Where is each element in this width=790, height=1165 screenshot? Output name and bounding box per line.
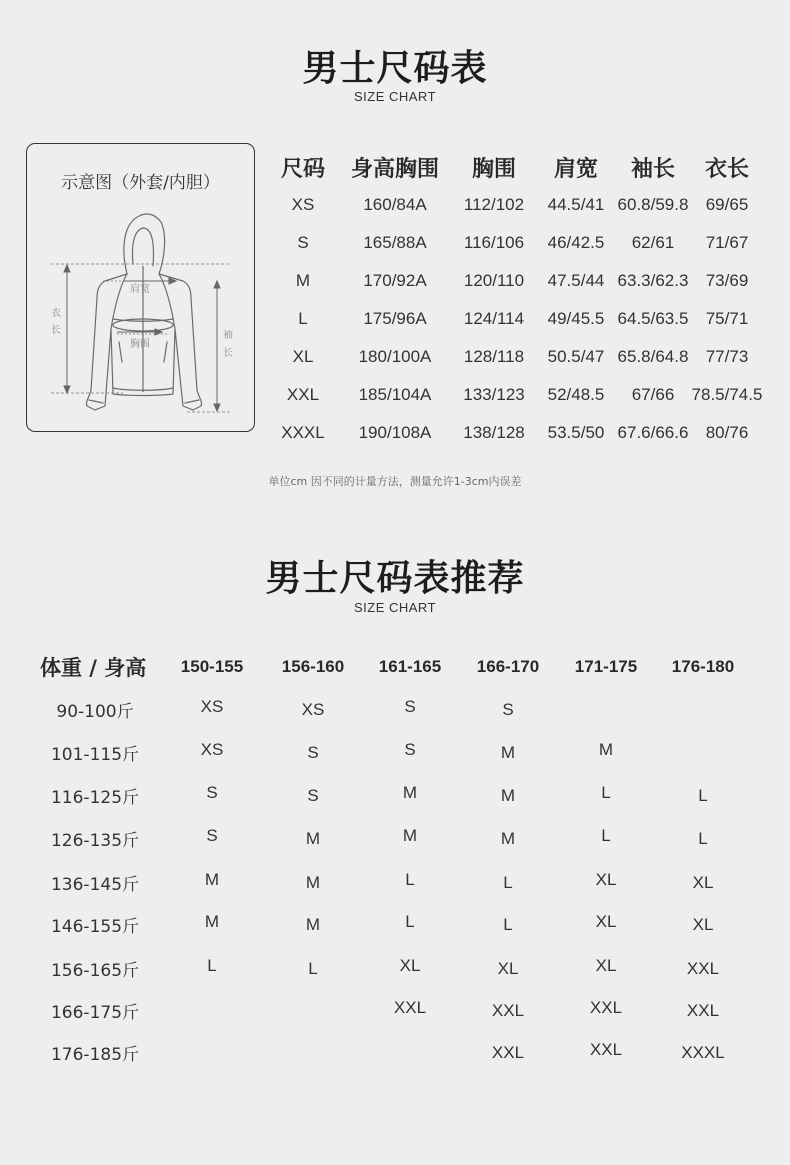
table-cell: 170/92A <box>363 271 427 290</box>
recommended-size-cell: L <box>308 959 318 978</box>
table-header: 衣长 <box>704 157 750 182</box>
table-cell: 120/110 <box>463 271 525 290</box>
recommended-size-cell: M <box>500 829 516 848</box>
weight-height-header: 体重 / 身高 <box>40 656 147 680</box>
weight-range-label: 176-185斤 <box>50 1045 140 1065</box>
table-cell: 77/73 <box>705 347 749 366</box>
recommended-size-cell: M <box>500 743 516 762</box>
size-chart-title: 男士尺码表 <box>302 48 488 89</box>
recommended-size-cell: S <box>404 697 416 716</box>
weight-range-label: 116-125斤 <box>50 788 140 808</box>
recommended-size-cell: S <box>206 783 218 802</box>
recommended-size-cell: XXL <box>491 1043 525 1062</box>
table-cell: 116/106 <box>463 233 525 252</box>
recommended-size-cell: M <box>305 873 321 892</box>
recommended-size-cell: L <box>405 870 415 889</box>
table-cell: 73/69 <box>705 271 749 290</box>
size-recommendation-subtitle: SIZE CHART <box>353 600 437 615</box>
chest-label: 胸围 <box>130 339 150 350</box>
table-cell: 62/61 <box>631 233 675 252</box>
recommended-size-cell: XS <box>200 697 224 716</box>
table-cell: M <box>295 271 311 290</box>
table-cell: 64.5/63.5 <box>617 309 689 328</box>
weight-range-label: 146-155斤 <box>50 917 140 937</box>
size-recommendation-title: 男士尺码表推荐 <box>265 558 525 599</box>
recommended-size-cell: L <box>601 826 611 845</box>
recommended-size-cell: XXL <box>491 1001 525 1020</box>
recommended-size-cell: M <box>402 826 418 845</box>
recommended-size-cell: M <box>500 786 516 805</box>
recommended-size-cell: XL <box>399 956 421 975</box>
weight-range-label: 166-175斤 <box>50 1003 140 1023</box>
table-cell: 165/88A <box>363 233 427 252</box>
recommended-size-cell: XXXL <box>681 1043 725 1062</box>
table-cell: 133/123 <box>463 385 525 404</box>
height-range-header: 150-155 <box>180 657 244 676</box>
table-cell: 160/84A <box>363 195 427 214</box>
recommended-size-cell: XXL <box>589 1040 623 1059</box>
weight-range-label: 101-115斤 <box>50 745 140 765</box>
table-cell: 67.6/66.6 <box>617 423 689 442</box>
table-cell: 67/66 <box>631 385 675 404</box>
height-range-header: 171-175 <box>574 657 638 676</box>
table-cell: 80/76 <box>705 423 749 442</box>
height-range-header: 156-160 <box>281 657 345 676</box>
recommended-size-cell: L <box>503 873 513 892</box>
table-cell: XXL <box>286 385 320 404</box>
recommended-size-cell: XL <box>595 956 617 975</box>
recommended-size-cell: M <box>598 740 614 759</box>
sleeve-label-1: 袖 <box>223 330 233 341</box>
weight-range-label: 136-145斤 <box>50 875 140 895</box>
table-cell: 124/114 <box>463 309 525 328</box>
recommended-size-cell: XL <box>497 959 519 978</box>
table-cell: 52/48.5 <box>547 385 605 404</box>
table-cell: 128/118 <box>463 347 525 366</box>
recommended-size-cell: XL <box>595 870 617 889</box>
table-cell: 60.8/59.8 <box>617 195 689 214</box>
table-cell: 75/71 <box>705 309 749 328</box>
recommended-size-cell: XL <box>692 915 714 934</box>
table-cell: 65.8/64.8 <box>617 347 689 366</box>
recommended-size-cell: S <box>307 743 319 762</box>
length-label-2: 长 <box>51 325 61 336</box>
recommended-size-cell: L <box>207 956 217 975</box>
recommended-size-cell: XL <box>692 873 714 892</box>
recommended-size-cell: L <box>601 783 611 802</box>
recommended-size-cell: L <box>503 915 513 934</box>
weight-range-label: 126-135斤 <box>50 831 140 851</box>
recommended-size-cell: M <box>402 783 418 802</box>
measurement-note: 单位cm 因不同的计量方法，测量允许1-3cm内误差 <box>268 475 522 488</box>
sleeve-label-2: 长 <box>223 348 233 359</box>
table-header: 肩宽 <box>553 157 599 182</box>
table-cell: 71/67 <box>705 233 749 252</box>
table-cell: 78.5/74.5 <box>691 385 763 404</box>
recommended-size-cell: S <box>307 786 319 805</box>
recommended-size-cell: S <box>206 826 218 845</box>
recommended-size-cell: XXL <box>686 959 720 978</box>
recommended-size-cell: XXL <box>393 998 427 1017</box>
table-cell: 53.5/50 <box>547 423 605 442</box>
table-cell: 46/42.5 <box>547 233 605 252</box>
table-cell: S <box>297 233 309 252</box>
table-cell: L <box>298 309 308 328</box>
table-cell: 190/108A <box>358 423 432 442</box>
table-cell: XS <box>291 195 315 214</box>
recommended-size-cell: L <box>698 786 708 805</box>
recommended-size-cell: XXL <box>686 1001 720 1020</box>
shoulder-label: 肩宽 <box>130 284 150 295</box>
recommended-size-cell: L <box>698 829 708 848</box>
recommended-size-cell: S <box>502 700 514 719</box>
recommended-size-cell: S <box>404 740 416 759</box>
weight-range-label: 156-165斤 <box>50 961 140 981</box>
table-header: 袖长 <box>630 157 676 182</box>
table-cell: 49/45.5 <box>547 309 605 328</box>
height-range-header: 161-165 <box>378 657 442 676</box>
table-cell: 180/100A <box>358 347 432 366</box>
recommended-size-cell: M <box>305 829 321 848</box>
table-cell: 138/128 <box>463 423 525 442</box>
table-cell: 185/104A <box>358 385 432 404</box>
recommended-size-cell: M <box>305 915 321 934</box>
recommended-size-cell: XS <box>301 700 325 719</box>
table-header: 胸围 <box>471 157 517 182</box>
recommended-size-cell: XS <box>200 740 224 759</box>
recommended-size-cell: XXL <box>589 998 623 1017</box>
table-header: 尺码 <box>280 157 326 182</box>
table-cell: 50.5/47 <box>547 347 605 366</box>
table-cell: XL <box>292 347 314 366</box>
length-label-1: 衣 <box>51 308 61 319</box>
height-range-header: 176-180 <box>671 657 735 676</box>
recommended-size-cell: M <box>204 912 220 931</box>
recommended-size-cell: XL <box>595 912 617 931</box>
weight-range-label: 90-100斤 <box>56 702 134 722</box>
height-range-header: 166-170 <box>476 657 540 676</box>
recommended-size-cell: M <box>204 870 220 889</box>
table-cell: 112/102 <box>463 195 525 214</box>
table-cell: 44.5/41 <box>547 195 605 214</box>
hooded-jacket-icon <box>27 144 256 433</box>
table-cell: 63.3/62.3 <box>617 271 689 290</box>
table-cell: XXXL <box>281 423 325 442</box>
table-header: 身高胸围 <box>350 157 440 182</box>
size-chart-subtitle: SIZE CHART <box>353 89 437 104</box>
table-cell: 69/65 <box>705 195 749 214</box>
table-cell: 47.5/44 <box>547 271 605 290</box>
recommended-size-cell: L <box>405 912 415 931</box>
diagram-caption: 示意图（外套/内胆） <box>61 173 220 193</box>
measurement-diagram <box>26 143 255 432</box>
table-cell: 175/96A <box>363 309 427 328</box>
